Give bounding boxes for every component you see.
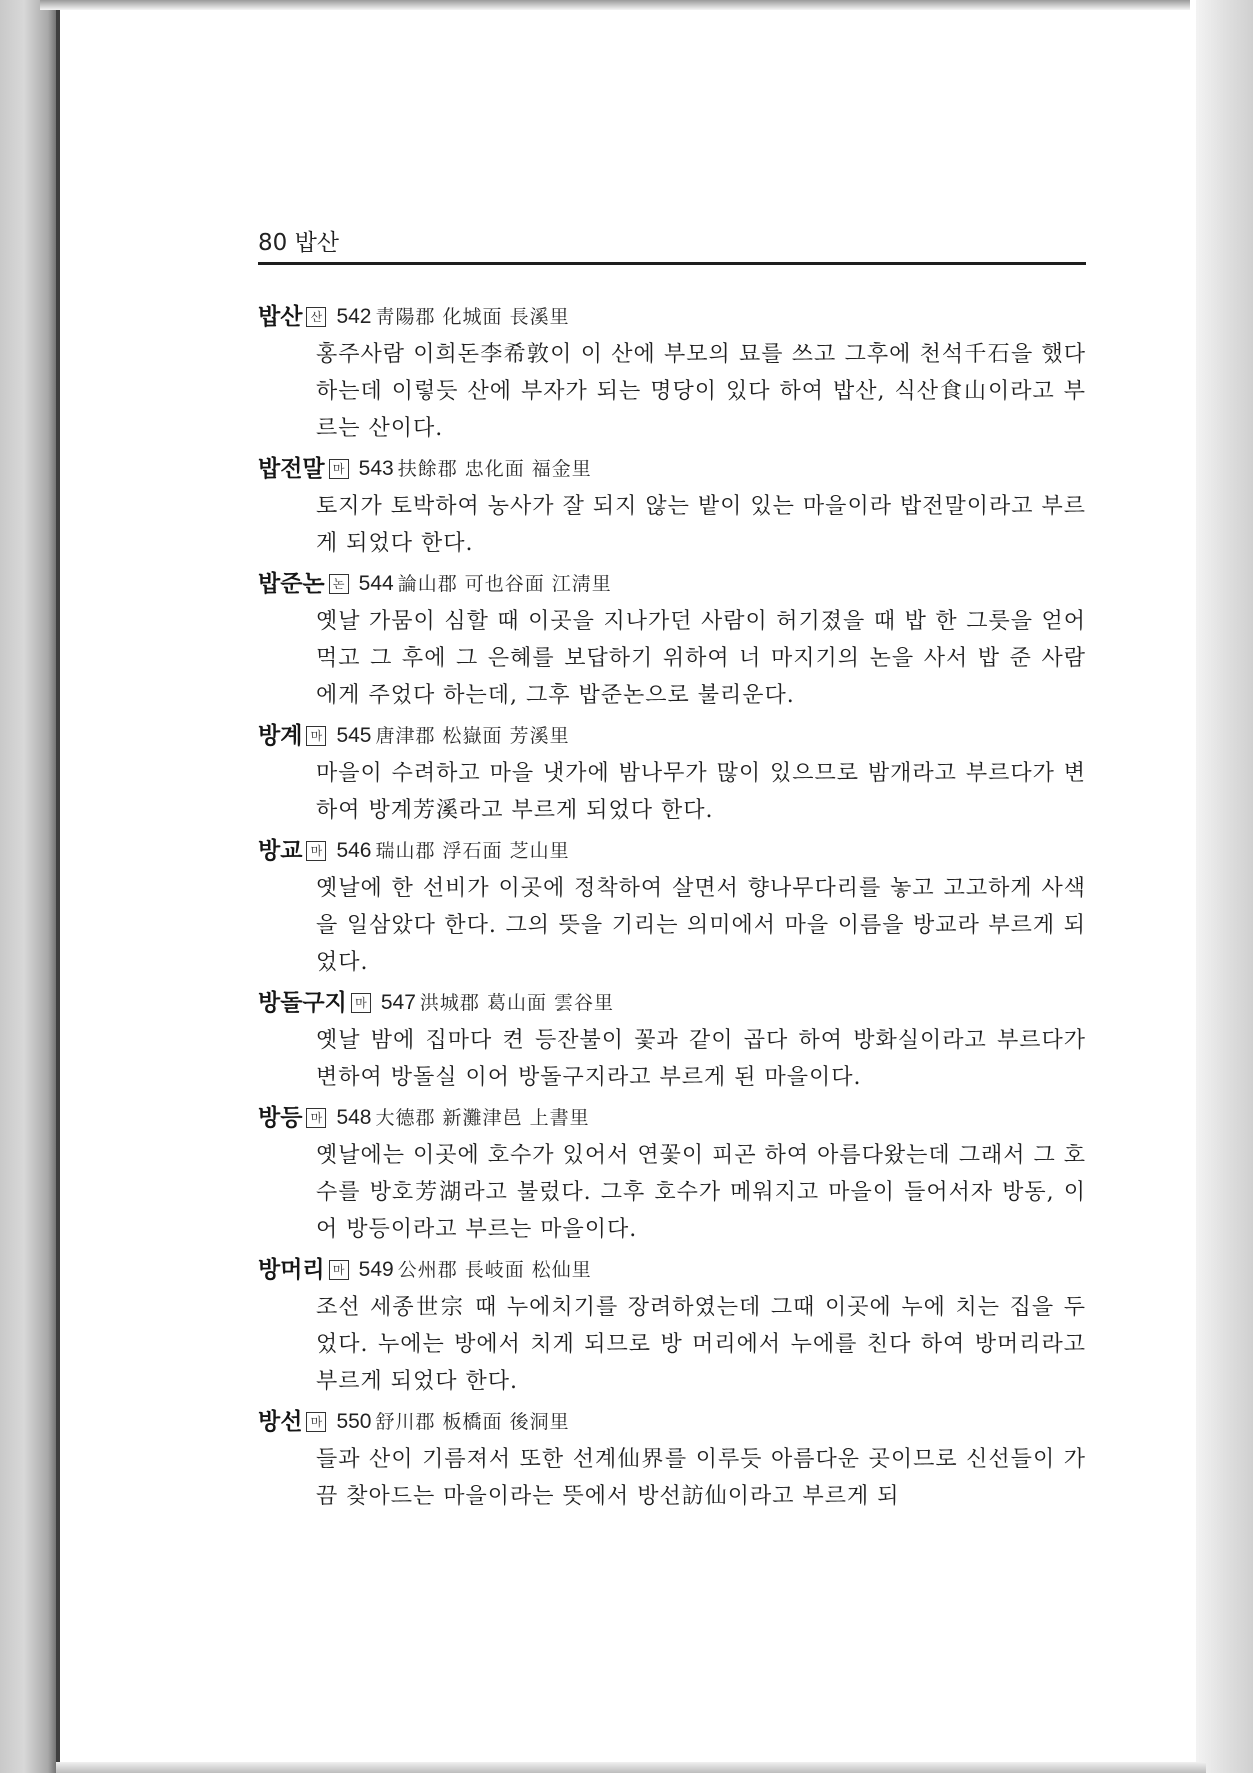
entry-heading bbox=[258, 298, 1093, 336]
page-top-shadow bbox=[40, 0, 1190, 10]
dictionary-entry bbox=[258, 984, 1093, 1096]
entry-heading bbox=[258, 832, 1093, 870]
page-number: 80 bbox=[258, 230, 288, 256]
entry-location: 大德郡 新灘津邑 上書里 bbox=[375, 1107, 590, 1129]
entry-headword: 방돌구지 bbox=[258, 990, 347, 1016]
entry-number: 545 bbox=[336, 724, 372, 747]
entry-description: 옛날 밤에 집마다 켠 등잔불이 꽃과 같이 곱다 하여 방화실이라고 부르다가 변하여 방돌실 이어 방돌구지라고 부르게 된 마을이다. bbox=[316, 1028, 1086, 1090]
entry-location: 洪城郡 葛山面 雲谷里 bbox=[419, 992, 615, 1014]
entry-description: 옛날 가뭄이 심할 때 이곳을 지나가던 사람이 허기졌을 때 밥 한 그릇을 얻어 먹고 그 후에 그 은혜를 보답하기 위하여 너 마지기의 논을 사서 밥 준 사람에게 주었다 하는데, 그후 밥준논으로 불리운다. bbox=[316, 609, 1086, 708]
entry-description: 옛날에는 이곳에 호수가 있어서 연꽃이 피곤 하여 아름다왔는데 그래서 그 호수를 방호芳湖라고 불렀다. 그후 호수가 메워지고 마을이 들어서자 방동, 이어 방등이라고 부르는 마을이다. bbox=[316, 1143, 1086, 1242]
entry-number: 543 bbox=[358, 457, 394, 480]
page-stack-edge bbox=[0, 0, 60, 1773]
entry-location: 靑陽郡 化城面 長溪里 bbox=[375, 306, 570, 328]
running-header bbox=[258, 224, 1086, 257]
entry-headword: 밥전말 bbox=[258, 456, 325, 482]
entry-type-mark: 논 bbox=[329, 574, 349, 594]
header-rule bbox=[258, 262, 1086, 265]
entry-location: 扶餘郡 忠化面 福金里 bbox=[397, 458, 592, 480]
dictionary-entry bbox=[258, 832, 1093, 981]
dictionary-entry bbox=[258, 298, 1093, 447]
entry-description: 조선 세종世宗 때 누에치기를 장려하였는데 그때 이곳에 누에 치는 집을 두었다. 누에는 방에서 치게 되므로 방 머리에서 누에를 친다 하여 방머리라고 부르게 되었다 한다. bbox=[316, 1295, 1086, 1394]
entry-location: 舒川郡 板橋面 後洞里 bbox=[375, 1411, 570, 1433]
entry-type-mark: 마 bbox=[329, 1260, 349, 1280]
entry-headword: 방교 bbox=[258, 838, 303, 864]
entry-type-mark: 산 bbox=[306, 307, 326, 327]
entry-number: 549 bbox=[358, 1258, 394, 1281]
entry-type-mark: 마 bbox=[329, 459, 349, 479]
entry-heading bbox=[258, 1403, 1093, 1441]
entry-headword: 밥산 bbox=[258, 304, 303, 330]
entry-location: 公州郡 長岐面 松仙里 bbox=[397, 1259, 592, 1281]
entry-description: 토지가 토박하여 농사가 잘 되지 않는 밭이 있는 마을이라 밥전말이라고 부르게 되었다 한다. bbox=[316, 494, 1086, 556]
entry-headword: 밥준논 bbox=[258, 571, 325, 597]
entry-headword: 방선 bbox=[258, 1409, 303, 1435]
page-bottom-shadow bbox=[56, 1762, 1206, 1773]
entry-heading bbox=[258, 717, 1093, 755]
entry-heading bbox=[258, 1251, 1093, 1289]
entry-type-mark: 마 bbox=[351, 993, 371, 1013]
entry-number: 544 bbox=[358, 572, 394, 595]
entry-location: 唐津郡 松嶽面 芳溪里 bbox=[375, 725, 570, 747]
running-title: 밥산 bbox=[294, 230, 340, 256]
entry-type-mark: 마 bbox=[306, 1412, 326, 1432]
entry-location: 瑞山郡 浮石面 芝山里 bbox=[375, 840, 570, 862]
entry-headword: 방계 bbox=[258, 723, 303, 749]
entry-type-mark: 마 bbox=[306, 841, 326, 861]
entry-number: 547 bbox=[380, 991, 416, 1014]
entry-number: 548 bbox=[336, 1106, 372, 1129]
dictionary-entry bbox=[258, 450, 1093, 562]
entry-number: 550 bbox=[336, 1410, 372, 1433]
entry-type-mark: 마 bbox=[306, 726, 326, 746]
entry-description: 옛날에 한 선비가 이곳에 정착하여 살면서 향나무다리를 놓고 고고하게 사색을 일삼았다 한다. 그의 뜻을 기리는 의미에서 마을 이름을 방교라 부르게 되었다. bbox=[316, 876, 1086, 975]
dictionary-entry bbox=[258, 1251, 1093, 1400]
entry-headword: 방등 bbox=[258, 1105, 303, 1131]
entry-number: 542 bbox=[336, 305, 372, 328]
entry-type-mark: 마 bbox=[306, 1108, 326, 1128]
entry-description: 홍주사람 이희돈李希敦이 이 산에 부모의 묘를 쓰고 그후에 천석千石을 했다 하는데 이렇듯 산에 부자가 되는 명당이 있다 하여 밥산, 식산食山이라고 부르는 산이다. bbox=[316, 342, 1086, 441]
dictionary-entries bbox=[258, 298, 1093, 1518]
dictionary-entry bbox=[258, 565, 1093, 714]
entry-location: 論山郡 可也谷面 江淸里 bbox=[397, 573, 612, 595]
entry-heading bbox=[258, 984, 1093, 1022]
entry-description: 마을이 수려하고 마을 냇가에 밤나무가 많이 있으므로 밤개라고 부르다가 변하여 방계芳溪라고 부르게 되었다 한다. bbox=[316, 761, 1086, 823]
entry-heading bbox=[258, 565, 1093, 603]
dictionary-entry bbox=[258, 717, 1093, 829]
entry-heading bbox=[258, 1099, 1093, 1137]
entry-number: 546 bbox=[336, 839, 372, 862]
entry-heading bbox=[258, 450, 1093, 488]
page-right-shadow bbox=[1196, 0, 1253, 1773]
dictionary-entry bbox=[258, 1099, 1093, 1248]
entry-headword: 방머리 bbox=[258, 1257, 325, 1283]
dictionary-entry bbox=[258, 1403, 1093, 1515]
entry-description: 들과 산이 기름져서 또한 선계仙界를 이루듯 아름다운 곳이므로 신선들이 가끔 찾아드는 마을이라는 뜻에서 방선訪仙이라고 부르게 되 bbox=[316, 1447, 1086, 1509]
